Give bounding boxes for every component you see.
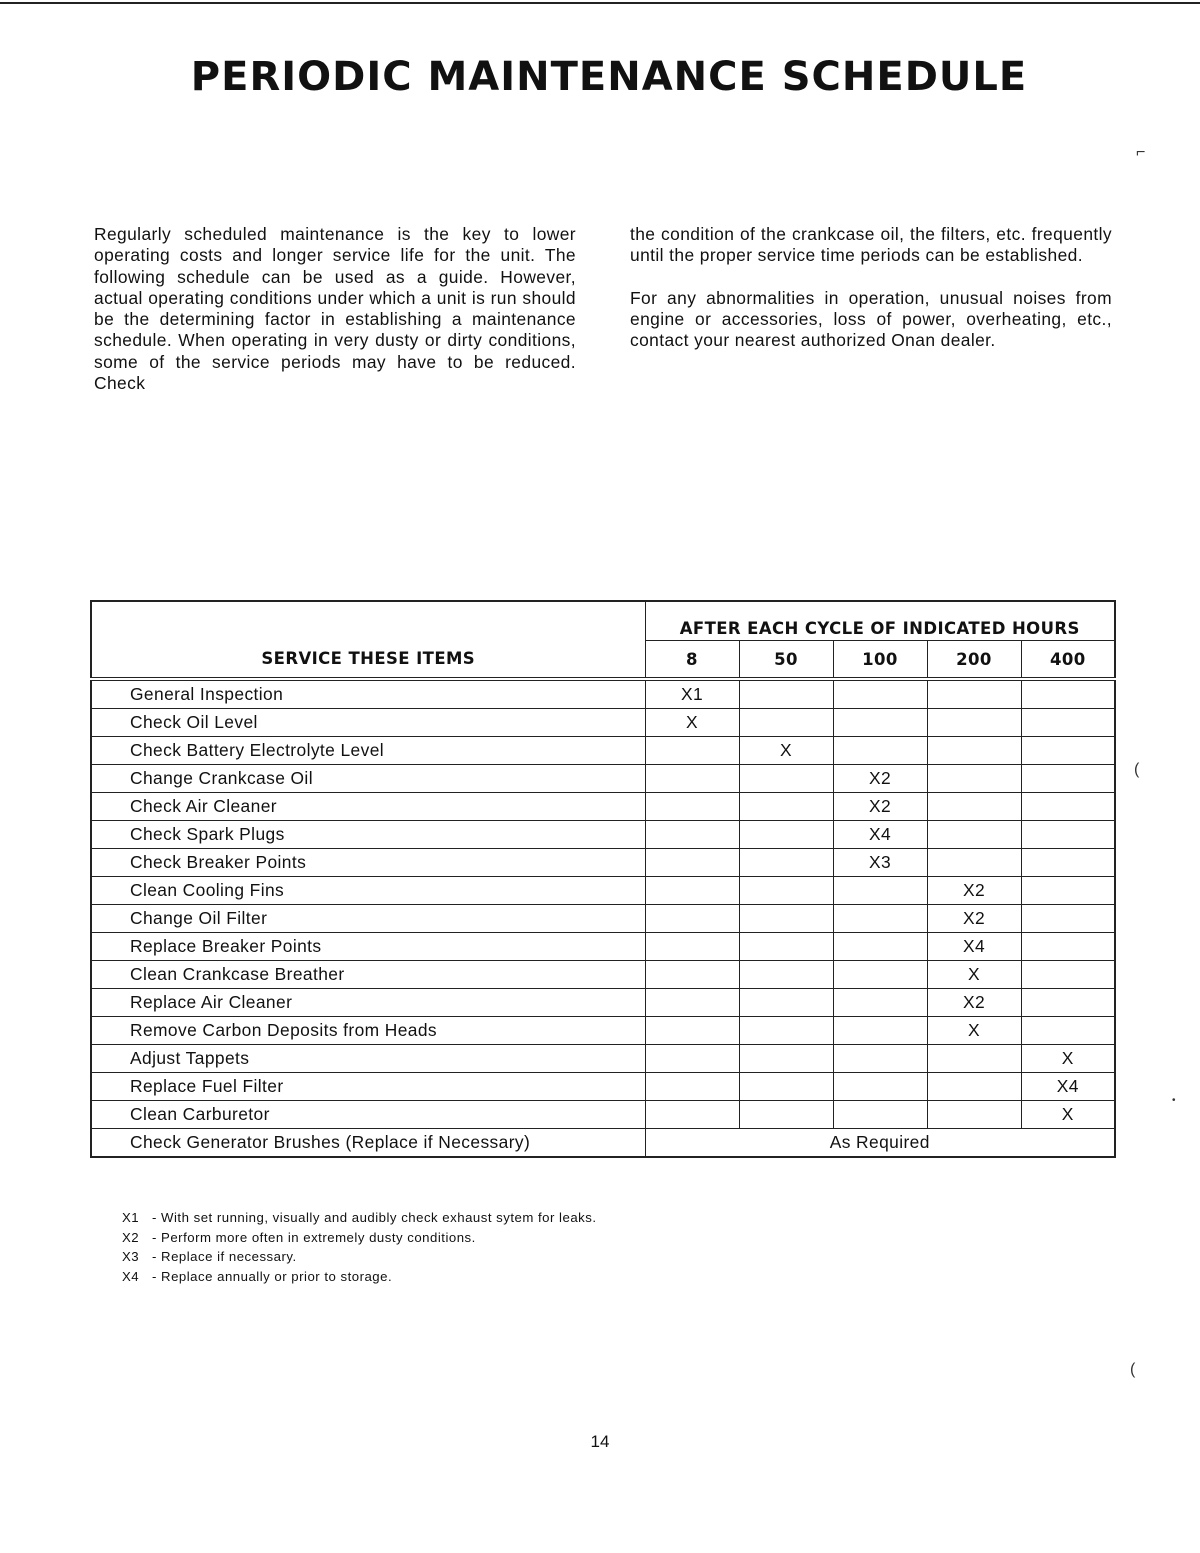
interval-mark-200: X4	[927, 933, 1021, 961]
table-row	[91, 933, 1115, 961]
footnote-code: X2	[122, 1229, 140, 1245]
row-item-label: Check Oil Level	[91, 709, 645, 737]
interval-mark-50	[739, 961, 833, 989]
interval-mark-200	[927, 821, 1021, 849]
interval-mark-50	[739, 821, 833, 849]
interval-mark-100	[833, 737, 927, 765]
row-item-label: Change Oil Filter	[91, 905, 645, 933]
interval-mark-100: X2	[833, 765, 927, 793]
interval-mark-50	[739, 905, 833, 933]
interval-mark-8	[645, 961, 739, 989]
interval-mark-400	[1021, 709, 1115, 737]
scan-corner-mark: (	[1130, 1361, 1136, 1378]
interval-mark-8	[645, 933, 739, 961]
interval-mark-200	[927, 679, 1021, 709]
hours-header-200: 200	[927, 641, 1021, 680]
table-row	[91, 905, 1115, 933]
footnote-item	[122, 1267, 597, 1287]
interval-mark-50	[739, 793, 833, 821]
table-row-generator-brushes	[91, 1129, 1115, 1158]
interval-mark-400	[1021, 849, 1115, 877]
interval-mark-400	[1021, 679, 1115, 709]
table-row	[91, 737, 1115, 765]
interval-mark-8	[645, 877, 739, 905]
table-row	[91, 679, 1115, 709]
interval-mark-200: X2	[927, 905, 1021, 933]
interval-mark-100	[833, 1101, 927, 1129]
interval-mark-100	[833, 679, 927, 709]
interval-mark-400	[1021, 877, 1115, 905]
interval-mark-400	[1021, 765, 1115, 793]
table-row	[91, 1101, 1115, 1129]
footnotes-list	[122, 1208, 597, 1286]
interval-mark-400: X	[1021, 1045, 1115, 1073]
footnote-item	[122, 1228, 597, 1248]
table-body	[91, 679, 1115, 1157]
interval-mark-8	[645, 849, 739, 877]
footnote-item	[122, 1247, 597, 1267]
hours-header-400: 400	[1021, 641, 1115, 680]
hours-header-8: 8	[645, 641, 739, 680]
intro-paragraph-right-2: For any abnormalities in operation, unusual noises from engine or accessories, loss of power, overheating, etc., contact your nearest authorized Onan dealer.	[630, 287, 1112, 351]
row-item-label: Adjust Tappets	[91, 1045, 645, 1073]
interval-mark-8	[645, 989, 739, 1017]
table-row	[91, 1045, 1115, 1073]
row-item-label: Check Spark Plugs	[91, 821, 645, 849]
row-item-label: Change Crankcase Oil	[91, 765, 645, 793]
interval-mark-200	[927, 1101, 1021, 1129]
table-row	[91, 961, 1115, 989]
row-item-label: Clean Carburetor	[91, 1101, 645, 1129]
interval-mark-400	[1021, 961, 1115, 989]
interval-mark-50	[739, 765, 833, 793]
interval-mark-100	[833, 961, 927, 989]
interval-mark-100	[833, 1073, 927, 1101]
interval-mark-50	[739, 1045, 833, 1073]
footnote-text: - Replace annually or prior to storage.	[152, 1268, 393, 1284]
interval-mark-200: X2	[927, 989, 1021, 1017]
table-group-header-row	[91, 601, 1115, 641]
interval-mark-200: X	[927, 1017, 1021, 1045]
interval-mark-100	[833, 933, 927, 961]
row-item-label: Check Air Cleaner	[91, 793, 645, 821]
row-item-label: Replace Fuel Filter	[91, 1073, 645, 1101]
intro-left-column	[94, 224, 576, 394]
interval-mark-200	[927, 849, 1021, 877]
interval-mark-200	[927, 765, 1021, 793]
footnote-text: - With set running, visually and audibly check exhaust sytem for leaks.	[152, 1210, 597, 1225]
row-item-label: Check Breaker Points	[91, 849, 645, 877]
interval-mark-8	[645, 905, 739, 933]
interval-mark-400	[1021, 905, 1115, 933]
interval-mark-8	[645, 1101, 739, 1129]
footnote-code: X1	[122, 1210, 140, 1225]
interval-mark-50	[739, 933, 833, 961]
row-item-label: Replace Breaker Points	[91, 933, 645, 961]
interval-mark-200	[927, 709, 1021, 737]
interval-mark-50	[739, 1101, 833, 1129]
interval-mark-50	[739, 1073, 833, 1101]
interval-mark-50	[739, 679, 833, 709]
items-header: SERVICE THESE ITEMS	[91, 641, 645, 680]
table-row	[91, 849, 1115, 877]
table-hours-header-row	[91, 641, 1115, 680]
interval-mark-400	[1021, 989, 1115, 1017]
interval-mark-100: X2	[833, 793, 927, 821]
page-title: PERIODIC MAINTENANCE SCHEDULE	[190, 54, 1028, 100]
interval-mark-50	[739, 989, 833, 1017]
interval-mark-8: X	[645, 709, 739, 737]
interval-mark-8: X1	[645, 679, 739, 709]
intro-paragraph-left: Regularly scheduled maintenance is the key to lower operating costs and longer service life for the unit. The following schedule can be used as a guide. However, actual operating conditions under which a unit is run should be the determining factor in establishing a maintenance schedule. When operating in very dusty or dirty conditions, some of the service periods may have to be reduced. Check	[94, 224, 576, 394]
footnote-code: X3	[122, 1249, 140, 1264]
interval-mark-200	[927, 737, 1021, 765]
interval-mark-50	[739, 849, 833, 877]
scan-bracket-mark: ⌐	[1136, 144, 1146, 161]
interval-mark-8	[645, 765, 739, 793]
interval-mark-400	[1021, 737, 1115, 765]
interval-mark-8	[645, 737, 739, 765]
interval-mark-8	[645, 793, 739, 821]
table-row	[91, 877, 1115, 905]
as-required-cell: As Required	[645, 1129, 1115, 1158]
row-item-label: Check Battery Electrolyte Level	[91, 737, 645, 765]
interval-mark-200	[927, 793, 1021, 821]
row-item-label: Check Generator Brushes (Replace if Necessary)	[91, 1129, 645, 1158]
interval-mark-50	[739, 877, 833, 905]
table-row	[91, 793, 1115, 821]
footnote-text: - Replace if necessary.	[152, 1249, 297, 1264]
scan-paren-mark: (	[1134, 761, 1140, 778]
table-row	[91, 821, 1115, 849]
row-item-label: Remove Carbon Deposits from Heads	[91, 1017, 645, 1045]
table-row	[91, 1017, 1115, 1045]
interval-mark-50	[739, 709, 833, 737]
footnote-code: X4	[122, 1268, 140, 1284]
interval-mark-8	[645, 1017, 739, 1045]
row-item-label: Replace Air Cleaner	[91, 989, 645, 1017]
interval-mark-100	[833, 1045, 927, 1073]
items-header-spacer	[91, 601, 645, 641]
footnote-text: - Perform more often in extremely dusty conditions.	[152, 1229, 476, 1245]
interval-mark-100	[833, 709, 927, 737]
intro-right-column	[630, 224, 1112, 351]
top-rule	[0, 2, 1200, 4]
interval-mark-100	[833, 989, 927, 1017]
page-number: 14	[590, 1432, 610, 1451]
interval-mark-400	[1021, 793, 1115, 821]
interval-mark-400	[1021, 821, 1115, 849]
footnote-item	[122, 1208, 597, 1228]
table-row	[91, 989, 1115, 1017]
interval-mark-8	[645, 821, 739, 849]
interval-mark-50	[739, 1017, 833, 1045]
interval-mark-100: X4	[833, 821, 927, 849]
interval-mark-200	[927, 1045, 1021, 1073]
interval-mark-400	[1021, 933, 1115, 961]
interval-mark-8	[645, 1045, 739, 1073]
scan-dot-mark: •	[1172, 1095, 1176, 1106]
interval-mark-50: X	[739, 737, 833, 765]
interval-mark-200	[927, 1073, 1021, 1101]
intro-paragraph-right-1: the condition of the crankcase oil, the filters, etc. frequently until the proper service time periods can be established.	[630, 224, 1112, 266]
interval-mark-200: X2	[927, 877, 1021, 905]
table-row	[91, 709, 1115, 737]
interval-mark-400	[1021, 1017, 1115, 1045]
maintenance-schedule-table	[90, 600, 1116, 1158]
interval-mark-200: X	[927, 961, 1021, 989]
table-row	[91, 1073, 1115, 1101]
interval-mark-100	[833, 877, 927, 905]
table-row	[91, 765, 1115, 793]
hours-group-header: AFTER EACH CYCLE OF INDICATED HOURS	[645, 601, 1115, 641]
interval-mark-100	[833, 1017, 927, 1045]
hours-header-50: 50	[739, 641, 833, 680]
interval-mark-100: X3	[833, 849, 927, 877]
hours-header-100: 100	[833, 641, 927, 680]
interval-mark-400: X4	[1021, 1073, 1115, 1101]
interval-mark-8	[645, 1073, 739, 1101]
row-item-label: General Inspection	[91, 679, 645, 709]
interval-mark-400: X	[1021, 1101, 1115, 1129]
interval-mark-100	[833, 905, 927, 933]
row-item-label: Clean Cooling Fins	[91, 877, 645, 905]
row-item-label: Clean Crankcase Breather	[91, 961, 645, 989]
